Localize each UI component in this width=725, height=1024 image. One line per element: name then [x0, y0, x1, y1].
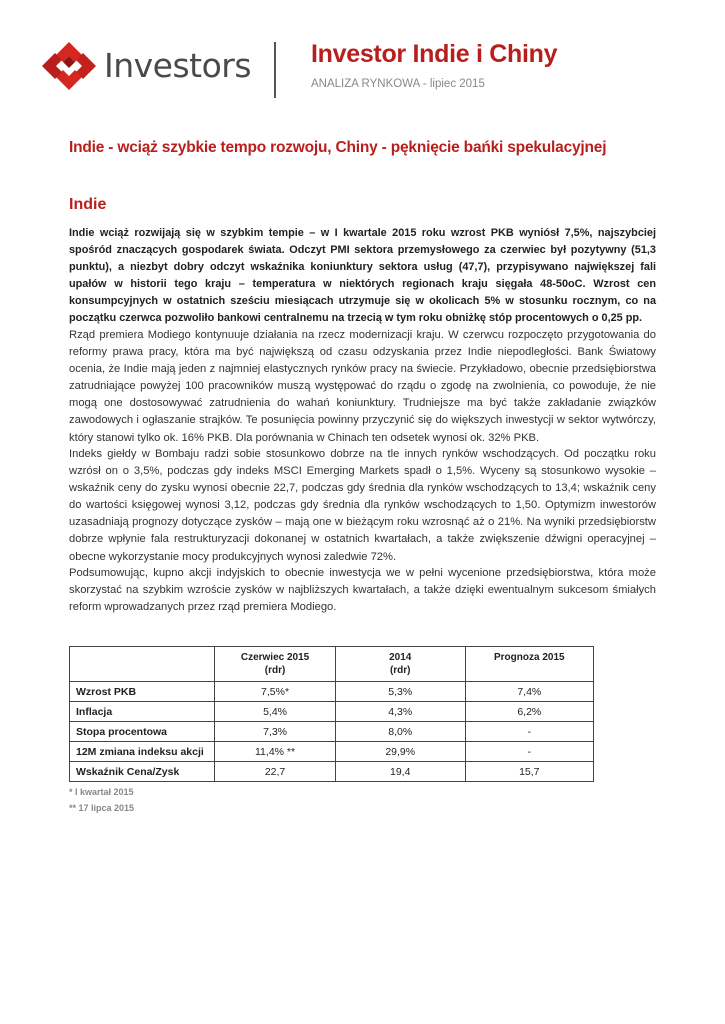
row-label: Stopa procentowa	[70, 722, 215, 742]
table-row	[70, 722, 594, 742]
table-cell: 29,9%	[335, 742, 465, 762]
paragraph-stock-index: Indeks giełdy w Bombaju radzi sobie stosunkowo dobrze na tle innych rynków wschodzących. Od początku roku wzrósł on o 3,5%, podczas gdy indeks MSCI Emerging Markets spadł o 1,5%. Wyceny są stosunkowo wysokie – wskaźnik ceny do zysku wynosi obecnie 22,7, podczas gdy średnia dla rynków wschodzących to 13,4; wskaźnik ceny do wartości księgowej wynosi 3,12, podczas gdy średnia dla rynków wschodzących to 1,50. Optymizm inwestorów uzasadniają prognozy dotyczące zysków – mają one w bieżącym roku wzrosnąć aż o 21%. Na wyniki przedsiębiorstw dobrze wpłynie fala restrukturyzacji dokonanej w ostatnich kwartałach, a także zwiększenie dźwigni operacyjnej – obecne wykorzystanie mocy produkcyjnych wynosi zaledwie 72%.	[69, 448, 656, 563]
table-header-cell	[335, 647, 465, 682]
headline: Indie - wciąż szybkie tempo rozwoju, Chiny - pęknięcie bańki spekulacyjnej	[69, 139, 607, 156]
table-cell: 7,4%	[465, 682, 593, 702]
table-cell: 5,3%	[335, 682, 465, 702]
table-row	[70, 682, 594, 702]
investors-logo-icon	[40, 40, 98, 92]
row-label: Wskaźnik Cena/Zysk	[70, 762, 215, 782]
paragraph-summary: Podsumowując, kupno akcji indyjskich to obecnie inwestycja we w pełni wycenione przedsiębiorstwa, która może skorzystać na szybkim wzroście zysków w najbliższych kwartałach, a także dzięki ewentualnym sukcesom śmiałych reform wprowadzanych przez rząd premiera Modiego.	[69, 567, 656, 614]
table-cell: -	[465, 742, 593, 762]
table-cell: 6,2%	[465, 702, 593, 722]
footnote-1: * I kwartał 2015	[69, 787, 134, 797]
document-title: Investor Indie i Chiny	[311, 40, 558, 68]
row-label: Inflacja	[70, 702, 215, 722]
table-header-cell	[215, 647, 336, 682]
table-cell: -	[465, 722, 593, 742]
table-row	[70, 702, 594, 722]
table-cell: 22,7	[215, 762, 336, 782]
header-line: Czerwiec 2015	[240, 652, 310, 663]
table-cell: 19,4	[335, 762, 465, 782]
header-line: (rdr)	[389, 665, 411, 676]
section-title-india: Indie	[69, 196, 107, 213]
table-cell: 11,4% **	[215, 742, 336, 762]
logo-text: Investors	[104, 46, 252, 85]
footnote-2: ** 17 lipca 2015	[69, 803, 135, 813]
table-cell: 4,3%	[335, 702, 465, 722]
header-divider	[274, 42, 276, 98]
table-header-row	[70, 647, 594, 682]
indicators-table	[69, 646, 594, 782]
page-header	[0, 0, 725, 110]
table-cell: 5,4%	[215, 702, 336, 722]
table-header-cell	[70, 647, 215, 682]
intro-paragraph: Indie wciąż rozwijają się w szybkim tempie – w I kwartale 2015 roku wzrost PKB wyniósł 7,5%, najszybciej spośród znaczących gospodarek świata. Odczyt PMI sektora przemysłowego za czerwiec był pozytywny (51,3 punktu), a niezbyt dobry odczyt wskaźnika koniunktury sektora usług (47,7), przypisywano największej fali upałów w historii tego kraju – temperatura w niektórych regionach kraju sięgała 48-50oC. Wzrost cen konsumpcyjnych w ostatnich sześciu miesiącach utrzymuje się w okolicach 5% w stosunku rocznym, co na początku czerwca pozwoliło bankowi centralnemu na trzecią w tym roku obniżkę stóp procentowych o 0,25 pp.	[69, 227, 656, 325]
table-cell: 7,3%	[215, 722, 336, 742]
table-cell: 7,5%*	[215, 682, 336, 702]
table-row	[70, 742, 594, 762]
table-header-cell	[465, 647, 593, 682]
table-body	[70, 682, 594, 782]
row-label: 12M zmiana indeksu akcji	[70, 742, 215, 762]
header-line: (rdr)	[264, 665, 286, 676]
header-line: 2014	[389, 652, 412, 663]
document-subtitle: ANALIZA RYNKOWA - lipiec 2015	[311, 78, 485, 90]
table-cell: 15,7	[465, 762, 593, 782]
row-label: Wzrost PKB	[70, 682, 215, 702]
paragraph-reforms: Rząd premiera Modiego kontynuuje działania na rzecz modernizacji kraju. W czerwcu rozpoczęto przygotowania do reformy prawa pracy, która ma być największą od czasu odzyskania przez Indie niepodległości. Bank Światowy ocenia, że Indie mają jeden z najmniej elastycznych rynków pracy na świecie. Przykładowo, obecnie przedsiębiorstwa zatrudniające powyżej 100 pracowników muszą występować do rządu o zgodę na zwolnienia, co powoduje, że nie mogą one dostosowywać zatrudnienia do wahań koniunktury. Trudniejsze ma być także zakładanie związków zawodowych i ogłaszanie strajków. Te posunięcia powinny przyczynić się do większych inwestycji w sektor wytwórczy, który stanowi tylko ok. 16% PKB. Dla porównania w Chinach ten odsetek wynosi ok. 32% PKB.	[69, 329, 656, 444]
header-line: Prognoza 2015	[494, 652, 565, 663]
table-cell: 8,0%	[335, 722, 465, 742]
table-row	[70, 762, 594, 782]
